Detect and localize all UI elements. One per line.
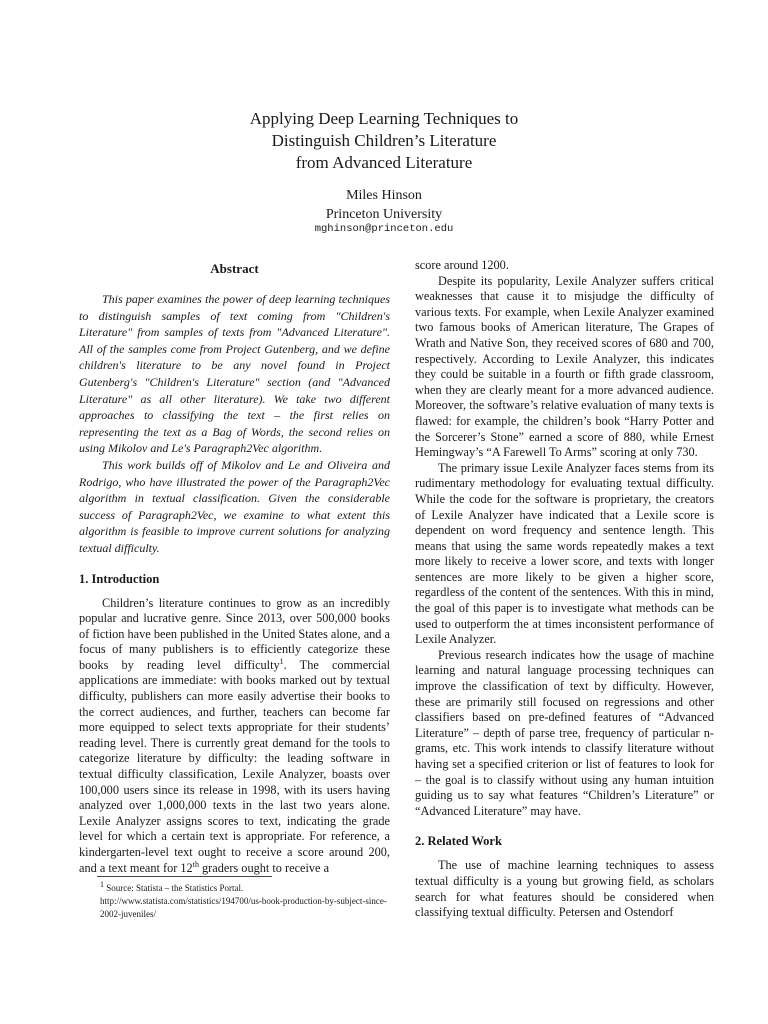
intro-p1-text-cont: . The commercial applications are immediate: with books marked out by textual difficulty, publishers can more easily advertise their books to the correct audiences, and further, teachers can become far more equipped to select texts appropriate for their students’ reading level. There is currently great demand for the tools to categorize literature by difficulty: the leading software in textual difficulty classification, Lexile Analyzer, boasts over 100,000 users since its release in 1998, with its users having analyzed over 1,000,000 texts in the last two years alone. Lexile Analyzer assigns scores to text, indicating the grade level for which a certain text is appropriate. For reference, a kindergarten-level text ought to receive a score around 200, and a text meant for 12 <box>79 657 390 875</box>
right-column <box>415 258 714 921</box>
author-email: mghinson@princeton.edu <box>314 223 454 235</box>
ordinal-suffix: th <box>192 859 199 869</box>
footnote-mark: 1 <box>100 880 104 889</box>
intro-paragraph-1-continued: score around 1200. <box>415 258 509 272</box>
footnote-ref-1: 1 <box>279 656 284 666</box>
title-line-3: from Advanced Literature <box>295 153 473 172</box>
title-line-2: Distinguish Children’s Literature <box>271 131 497 150</box>
related-paragraph-1: The use of machine learning techniques to assess textual difficulty is a young but growing field, as scholars search for what features should be considered when classifying textual difficulty. Petersen and Ostendorf <box>415 858 714 920</box>
intro-paragraph-3: The primary issue Lexile Analyzer faces stems from its rudimentary methodology for evaluating textual difficulty. While the code for the software is proprietary, the creators of Lexile Analyzer have indicated that a Lexile score is dependent on word frequency and sentence length. This means that using the same words repeatedly makes a text more likely to receive a lower score, and texts with longer sentences are more likely to be given a higher score, regardless of the content of the sentences. With this in mind, the goal of this paper is to investigate what methods can be used to outperform the at times inconsistent performance of Lexile Analyzer. <box>415 460 714 647</box>
author-affiliation: Princeton University <box>325 207 443 222</box>
title-line-1: Applying Deep Learning Techniques to <box>249 109 519 128</box>
abstract-paragraph-2: This work builds off of Mikolov and Le and Oliveira and Rodrigo, who have illustrated the power of the Paragraph2Vec algorithm in textual classification. Given the considerable success of Paragraph2Vec, we examine to what extent this algorithm is feasible to improve current solutions for analyzing textual difficulty. <box>79 457 390 555</box>
abstract-heading: Abstract <box>210 261 259 276</box>
introduction-body <box>79 596 390 877</box>
intro-paragraph-1 <box>79 596 390 877</box>
abstract-paragraph-1: This paper examines the power of deep learning techniques to distinguish samples of text coming from "Children's Literature" from samples of texts from "Advanced Literature". All of the samples come from Project Gutenberg, and we define children's literature to be any novel found in Project Gutenberg's "Children's Literature" section (and "Advanced Literature" as all other literature). We take two different approaches to classifying the text – the first relies on representing the text as a Bag of Words, the second relies on using Mikolov and Le's Paragraph2Vec algorithm. <box>79 292 390 456</box>
author-name: Miles Hinson <box>346 188 422 203</box>
footnote-source: Source: Statista – the Statistics Portal. <box>106 883 244 893</box>
intro-paragraph-4: Previous research indicates how the usage of machine learning and natural language processing techniques can improve the classification of text by difficulty. However, these are primarily still focused on regressions and other classifiers based on pre-defined features of “Advanced Literature” – depth of parse tree, frequency of particular n-grams, etc. This work intends to classify literature without having set a specified criterion or list of features to look for – the goal is to classify without using any human intuition guiding us to say what features “Children’s Literature” or “Advanced Literature” may have. <box>415 647 714 818</box>
introduction-heading: 1. Introduction <box>79 571 160 586</box>
footnote-line-1 <box>100 882 390 895</box>
footnote-url: http://www.statista.com/statistics/194700/us-book-production-by-subject-since-2002-juveniles/ <box>100 896 387 919</box>
paper-title <box>0 108 768 174</box>
related-work-heading: 2. Related Work <box>415 834 502 849</box>
intro-p1-text-end: graders ought to receive a <box>198 860 330 875</box>
abstract-body <box>79 291 390 557</box>
left-column <box>79 258 390 876</box>
intro-p1-text: Children’s literature continues to grow as an incredibly popular and lucrative genre. Since 2013, over 500,000 books of fiction have been published in the United States alone, and a focus of many publishers is to efficiently categorize these books by reading level difficulty <box>79 595 390 672</box>
footnote-divider <box>97 876 272 877</box>
intro-paragraph-2: Despite its popularity, Lexile Analyzer suffers critical weaknesses that cause it to misjudge the difficulty of various texts. For example, when Lexile Analyzer examined two famous books of American literature, The Grapes of Wrath and Native Son, they received scores of 680 and 700, respectively. According to Lexile Analyzer, this indicates they could be suitable in a fourth or fifth grade classroom, when they are clearly meant for a more advanced audience. Moreover, the software’s relative evaluation of many texts is flawed: for example, the children’s book “Harry Potter and the Sorcerer’s Stone” earned a score of 880, while Ernest Hemingway’s “A Farewell To Arms” scoring at only 730. <box>415 273 714 460</box>
footnote <box>100 882 390 921</box>
